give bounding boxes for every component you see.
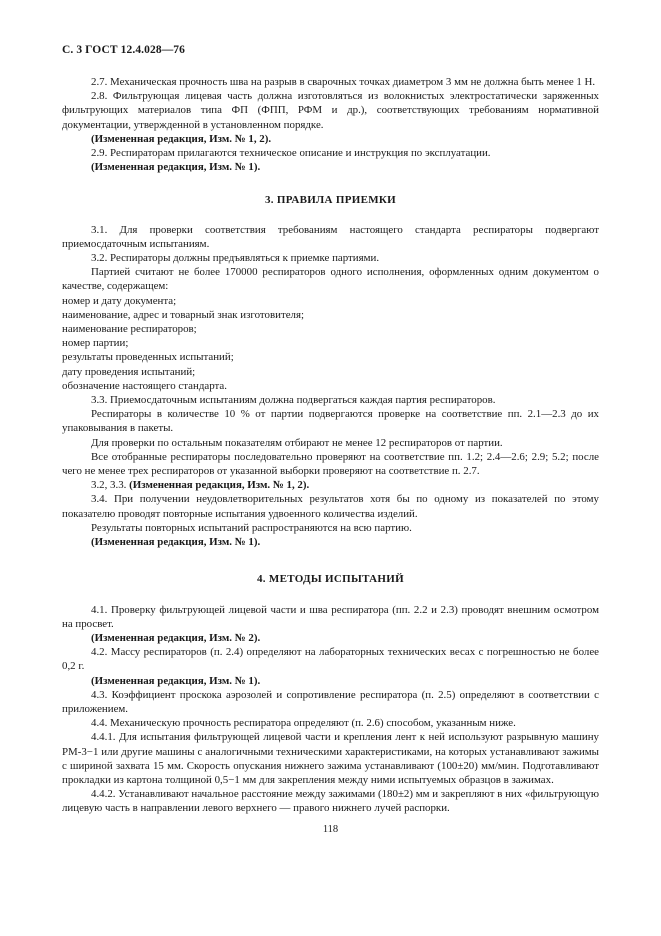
document-body: [62, 75, 599, 816]
clause-3-4-result: Результаты повторных испытаний распространяются на всю партию.: [91, 521, 412, 534]
revision-note: (Измененная редакция, Изм. № 1).: [91, 161, 261, 174]
clause-4-4-2: 4.4.2. Устанавливают начальное расстояние между зажимами (180±2) мм и закрепляют в них «фильтрующую лицевую часть в направлении левого верхнего — правого нижнего лучей распорки.: [62, 788, 599, 815]
clause-3-3: 3.3. Приемосдаточным испытаниям должна подвергаться каждая партия респираторов.: [91, 394, 496, 407]
clause-2-8: 2.8. Фильтрующая лицевая часть должна изготовляться из волокнистых электростатически заряженных фильтрующих материалов типа ФП (ФПП, РФМ и др.), соответствующих требованиям нормативной документации, утвержденной в установленном порядке.: [62, 90, 599, 131]
clause-3-3-sample: Респираторы в количестве 10 % от партии подвергаются проверке на соответствие пп. 2.1—2.3 до их упаковывания в пакеты.: [62, 408, 599, 435]
revision-note: (Измененная редакция, Изм. № 1).: [91, 674, 261, 687]
revision-note: (Измененная редакция, Изм. № 1).: [91, 536, 261, 549]
clause-3-2: 3.2. Респираторы должны предъявляться к приемке партиями.: [91, 252, 380, 265]
list-item: обозначение настоящего стандарта.: [62, 379, 227, 392]
list-item: дату проведения испытаний;: [62, 365, 196, 378]
list-item: номер и дату документа;: [62, 294, 177, 307]
clause-4-4: 4.4. Механическую прочность респиратора определяют (п. 2.6) способом, указанным ниже.: [91, 717, 516, 730]
page-number: 118: [322, 824, 339, 835]
clause-3-3-sequence: Все отобранные респираторы последовательно проверяют на соответствие пп. 1.2; 2.4—2.6; 2.9; 5.2; после чего не менее трех респираторов от указанной выборки проверяют на соответствие п. 2.7.: [62, 450, 599, 478]
list-item: наименование респираторов;: [62, 323, 197, 336]
clause-4-2: 4.2. Массу респираторов (п. 2.4) определяют на лабораторных технических весах с погрешностью не более 0,2 г.: [62, 646, 599, 673]
section-4-heading: 4. МЕТОДЫ ИСПЫТАНИЙ: [257, 573, 404, 586]
list-item: наименование, адрес и товарный знак изготовителя;: [62, 308, 305, 321]
clause-3-4: 3.4. При получении неудовлетворительных результатов хотя бы по одному из показателей по этому показателю проводят повторные испытания удвоенного количества изделий.: [62, 493, 599, 520]
list-item: номер партии;: [62, 337, 129, 350]
clause-4-4-1: 4.4.1. Для испытания фильтрующей лицевой части и крепления лент к ней используют разрывную машину РМ-3−1 или другие машины с аналогичными техническими характеристиками, на которых устанавливают зажимы с шириной захвата 15 мм. Скорость опускания нижнего зажима устанавливают (100±20) мм/мин. Подготавливают прокладки из картона толщиной 0,5−1 мм для закрепления между ними испытуемых образцов в зажимах.: [62, 731, 599, 786]
clause-3-3-other: Для проверки по остальным показателям отбирают не менее 12 респираторов от партии.: [91, 436, 503, 449]
clause-2-7: 2.7. Механическая прочность шва на разрыв в сварочных точках диаметром 3 мм не должна быть менее 1 Н.: [91, 76, 596, 88]
section-3-heading: 3. ПРАВИЛА ПРИЕМКИ: [264, 194, 397, 207]
clause-numbers: 3.2, 3.3.: [91, 479, 130, 492]
revision-note: (Измененная редакция, Изм. № 1, 2).: [91, 132, 272, 145]
clause-3-2-lot: Партией считают не более 170000 респираторов одного исполнения, оформленных одним документом о качестве, содержащем:: [62, 266, 599, 293]
clause-4-1: 4.1. Проверку фильтрующей лицевой части и шва респиратора (пп. 2.2 и 2.3) проводят внешним осмотром на просвет.: [62, 603, 599, 630]
revision-note: (Измененная редакция, Изм. № 1, 2).: [129, 479, 310, 492]
clause-2-9: 2.9. Респираторам прилагаются техническое описание и инструкция по эксплуатации.: [91, 147, 491, 160]
clause-4-3: 4.3. Коэффициент проскока аэрозолей и сопротивление респиратора (п. 2.5) определяют в соответствии с приложением.: [62, 688, 599, 715]
revision-note: (Измененная редакция, Изм. № 2).: [91, 631, 261, 644]
revision-note-3-2-3-3: [62, 478, 599, 492]
clause-3-1: 3.1. Для проверки соответствия требованиям настоящего стандарта респираторы подвергают приемосдаточным испытаниям.: [62, 223, 599, 250]
list-item: результаты проведенных испытаний;: [62, 351, 234, 364]
page-header: С. 3 ГОСТ 12.4.028—76: [62, 44, 185, 56]
